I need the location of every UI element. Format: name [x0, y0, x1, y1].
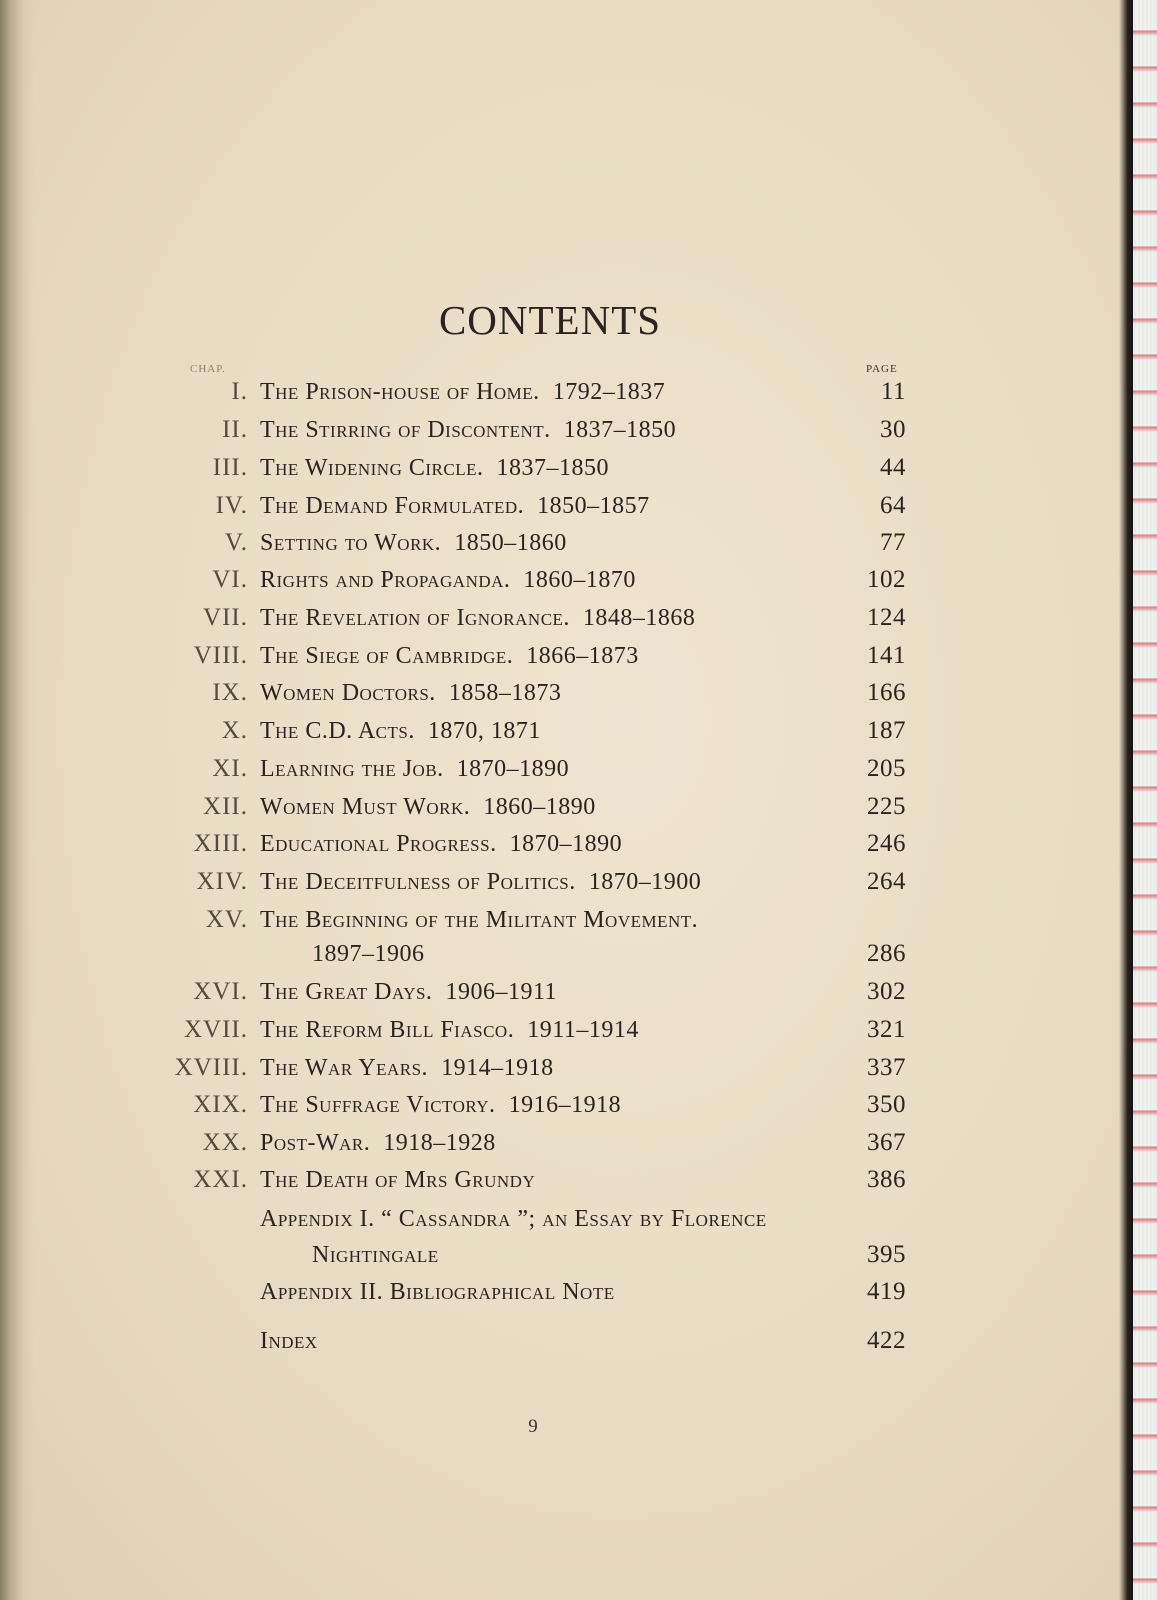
chapter-number: X.: [221, 717, 248, 744]
index-title: Index: [260, 1328, 318, 1354]
chapter-title: The Great Days. 1906–1911: [260, 979, 558, 1005]
chapter-years: 1866–1873: [526, 643, 639, 669]
page-number: 102: [867, 566, 906, 593]
page-number: 419: [867, 1278, 906, 1305]
page-number: 422: [867, 1327, 906, 1354]
toc-row: [0, 713, 1133, 749]
page-number: 44: [880, 454, 906, 481]
chapter-number: XVI.: [193, 978, 248, 1005]
chapter-number: XIX.: [193, 1091, 248, 1118]
chapter-number: V.: [224, 529, 248, 556]
page-number: 64: [880, 492, 906, 519]
page-number: 321: [867, 1016, 906, 1043]
page-number: 367: [867, 1129, 906, 1156]
page-number: 187: [867, 717, 906, 744]
chapter-number: VII.: [203, 604, 248, 631]
toc-row: [0, 1050, 1133, 1086]
appendix-title: Appendix I. “ Cassandra ”; an Essay by Florence: [260, 1206, 767, 1232]
appendix-title-continued: Nightingale: [312, 1242, 439, 1268]
chapter-years: 1914–1918: [441, 1055, 554, 1081]
chapter-number: VIII.: [193, 642, 248, 669]
page-number: 124: [867, 604, 906, 631]
chapter-title: Post-War. 1918–1928: [260, 1130, 496, 1156]
chapter-number: XIV.: [196, 868, 248, 895]
chapter-title: Women Must Work. 1860–1890: [260, 794, 596, 820]
chapter-number: VI.: [212, 566, 248, 593]
chapter-years: 1860–1890: [483, 794, 596, 820]
chapter-years: 1918–1928: [383, 1130, 496, 1156]
page-number: 30: [880, 416, 906, 443]
page-number: 395: [867, 1241, 906, 1268]
toc-row: [0, 902, 1133, 938]
page-number: 225: [867, 793, 906, 820]
chapter-title: The Siege of Cambridge. 1866–1873: [260, 643, 639, 669]
appendix-row: [0, 1274, 1133, 1310]
chapter-years: 1837–1850: [563, 417, 677, 443]
chapter-number: I.: [231, 378, 248, 405]
page-number: 11: [880, 378, 906, 405]
folio-page-number: 9: [528, 1416, 538, 1437]
index-row: [0, 1323, 1133, 1359]
toc-row: [0, 1087, 1133, 1123]
page-number: 302: [867, 978, 906, 1005]
page-number: 141: [867, 642, 906, 669]
page-number: 166: [867, 679, 906, 706]
chapter-years: 1858–1873: [448, 680, 562, 706]
toc-row: [0, 1125, 1133, 1161]
toc-row-continued: [0, 936, 1133, 972]
chapter-number: XX.: [202, 1129, 248, 1156]
chapter-title: The Prison-house of Home. 1792–1837: [260, 379, 666, 405]
toc-row: [0, 638, 1133, 674]
chapter-number: XIII.: [193, 830, 248, 857]
page-number: 246: [867, 830, 906, 857]
chapter-years: 1916–1918: [508, 1092, 622, 1118]
page-number: 337: [867, 1054, 906, 1081]
chapter-title: The Suffrage Victory. 1916–1918: [260, 1092, 622, 1118]
toc-row: [0, 600, 1133, 636]
page-column-label: PAGE: [866, 363, 898, 375]
chapter-years: 1792–1837: [552, 379, 666, 405]
chapter-title: Educational Progress. 1870–1890: [260, 831, 623, 857]
chapter-years: 1870–1890: [456, 756, 570, 782]
chapter-years: 1860–1870: [523, 567, 636, 593]
chapter-number: II.: [222, 416, 248, 443]
appendix-row: [0, 1201, 1133, 1237]
chapter-years: 1897–1906: [312, 941, 425, 967]
chapter-years: 1870–1900: [588, 869, 702, 895]
chapter-title: Setting to Work. 1850–1860: [260, 530, 567, 556]
page-number: 350: [867, 1091, 906, 1118]
toc-row: [0, 826, 1133, 862]
chap-column-label: CHAP.: [190, 363, 226, 375]
chapter-years: 1870, 1871: [427, 718, 541, 744]
chapter-title: The War Years. 1914–1918: [260, 1055, 554, 1081]
toc-row: [0, 1162, 1133, 1198]
toc-row: [0, 864, 1133, 900]
chapter-title: Rights and Propaganda. 1860–1870: [260, 567, 636, 593]
chapter-number: XXI.: [193, 1166, 248, 1193]
chapter-title: The Deceitfulness of Politics. 1870–1900: [260, 869, 702, 895]
chapter-years: 1850–1860: [454, 530, 567, 556]
toc-row: [0, 675, 1133, 711]
chapter-number: XV.: [205, 906, 248, 933]
toc-row: [0, 488, 1133, 524]
chapter-years: 1906–1911: [445, 979, 558, 1005]
chapter-title: The Death of Mrs Grundy: [260, 1167, 536, 1193]
page-title: CONTENTS: [438, 297, 662, 343]
chapter-number: IV.: [215, 492, 248, 519]
appendix-row-continued: [0, 1237, 1133, 1273]
toc-row: [0, 562, 1133, 598]
chapter-number: XVIII.: [174, 1054, 248, 1081]
chapter-years: 1911–1914: [527, 1017, 639, 1043]
chapter-title: Women Doctors. 1858–1873: [260, 680, 562, 706]
chapter-title-continued: [312, 936, 840, 972]
chapter-years: 1850–1857: [537, 493, 650, 519]
toc-row: [0, 412, 1133, 448]
chapter-number: XI.: [212, 755, 248, 782]
toc-row: [0, 789, 1133, 825]
chapter-years: 1837–1850: [496, 455, 609, 481]
background-cloth: [1133, 0, 1157, 1600]
chapter-number: XVII.: [183, 1016, 248, 1043]
page-number: 386: [867, 1166, 906, 1193]
appendix-title: Appendix II. Bibliographical Note: [260, 1279, 615, 1305]
toc-row: [0, 374, 1133, 410]
toc-row: [0, 974, 1133, 1010]
chapter-years: 1870–1890: [509, 831, 623, 857]
page-number: 264: [867, 868, 906, 895]
chapter-number: XII.: [203, 793, 248, 820]
chapter-title: The Demand Formulated. 1850–1857: [260, 493, 650, 519]
chapter-years: 1848–1868: [582, 605, 696, 631]
toc-row: [0, 751, 1133, 787]
chapter-title: The Beginning of the Militant Movement.: [260, 907, 699, 933]
chapter-title: The C.D. Acts. 1870, 1871: [260, 718, 541, 744]
chapter-number: III.: [212, 454, 248, 481]
page-number: 77: [880, 529, 906, 556]
chapter-title: The Reform Bill Fiasco. 1911–1914: [260, 1017, 639, 1043]
page-number: 205: [867, 755, 906, 782]
toc-row: [0, 525, 1133, 561]
chapter-title: The Stirring of Discontent. 1837–1850: [260, 417, 677, 443]
chapter-title: Learning the Job. 1870–1890: [260, 756, 570, 782]
page-number: 286: [867, 940, 906, 967]
chapter-number: IX.: [212, 679, 248, 706]
toc-row: [0, 450, 1133, 486]
toc-row: [0, 1012, 1133, 1048]
chapter-title: The Widening Circle. 1837–1850: [260, 455, 609, 481]
chapter-title: The Revelation of Ignorance. 1848–1868: [260, 605, 696, 631]
